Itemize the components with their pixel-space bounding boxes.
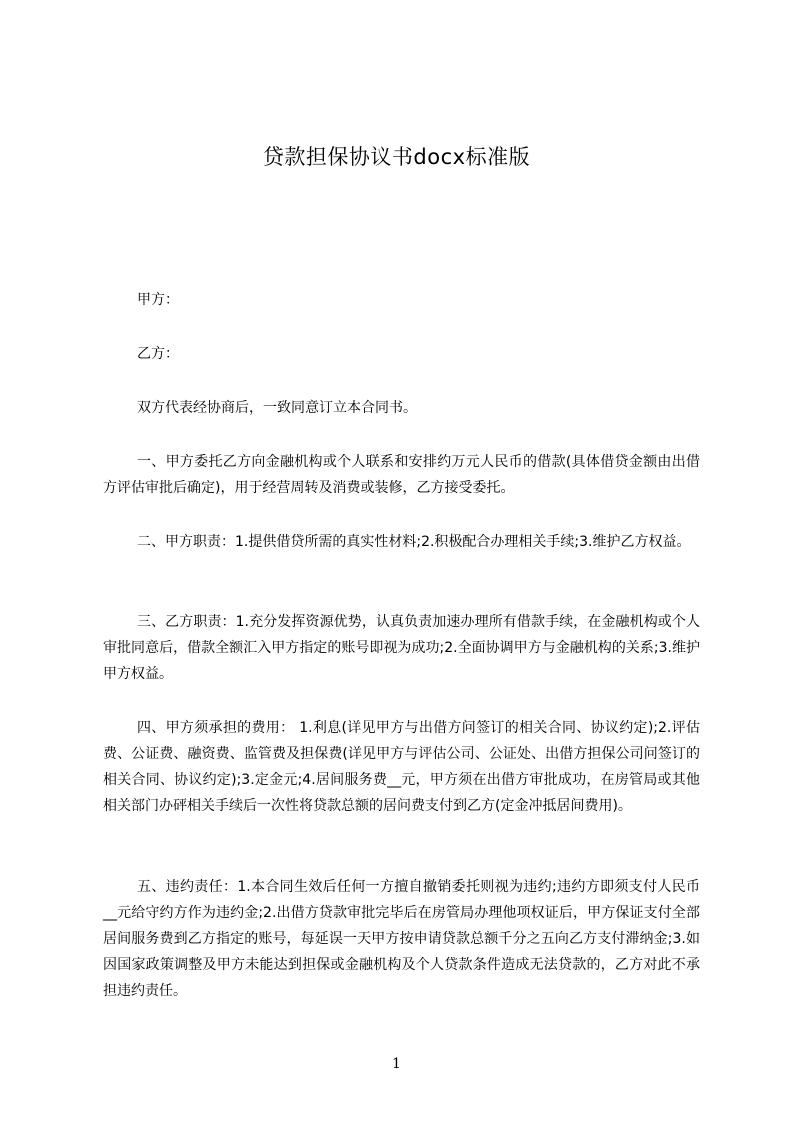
party-a-label: 甲方：: [137, 292, 179, 308]
party-b-label: 乙方：: [137, 346, 179, 362]
clause-5: 五、违约责任：1.本合同生效后任何一方擅自撤销委托则视为违约;违约方即须支付人民币__元给守约方作为违约金;2.出借方贷款审批完毕后在房管局办理他项权证后，甲方保证支付全部居间服务费到乙方指定的账号，每延误一天甲方按申请贷款总额千分之五向乙方支付滞纳金;3.如因国家政策调整及甲方未能达到担保或金融机构及个人贷款条件造成无法贷款的，乙方对此不承担违约责任。: [103, 879, 700, 999]
clause-2: 二、甲方职责：1.提供借贷所需的真实性材料;2.积极配合办理相关手续;3.维护乙方权益。: [137, 534, 691, 550]
clause-3: 三、乙方职责：1.充分发挥资源优势，认真负责加速办理所有借款手续，在金融机构或个人审批同意后，借款全额汇入甲方指定的账号即视为成功;2.全面协调甲方与金融机构的关系;3.维护甲方权益。: [103, 614, 700, 682]
clause-1: 一、甲方委托乙方向金融机构或个人联系和安排约万元人民币的借款(具体借贷金额由出借方评估审批后确定)，用于经营周转及消费或装修，乙方接受委托。: [103, 454, 700, 496]
intro-text: 双方代表经协商后，一致同意订立本合同书。: [137, 400, 417, 416]
clause-4: 四、甲方须承担的费用： 1.利息(详见甲方与出借方问签订的相关合同、协议约定);2.评估费、公证费、融资费、监管费及担保费(详见甲方与评估公司、公证处、出借方担保公司问签订的相关合同、协议约定);3.定金元;4.居间服务费__元，甲方须在出借方审批成功，在房管局或其他相关部门办砰相关手续后一次性将贷款总额的居问费支付到乙方(定金冲抵居间费用)。: [103, 720, 700, 814]
page-number: 1: [392, 1056, 401, 1072]
document-title: 贷款担保协议书docx标准版: [262, 145, 531, 169]
